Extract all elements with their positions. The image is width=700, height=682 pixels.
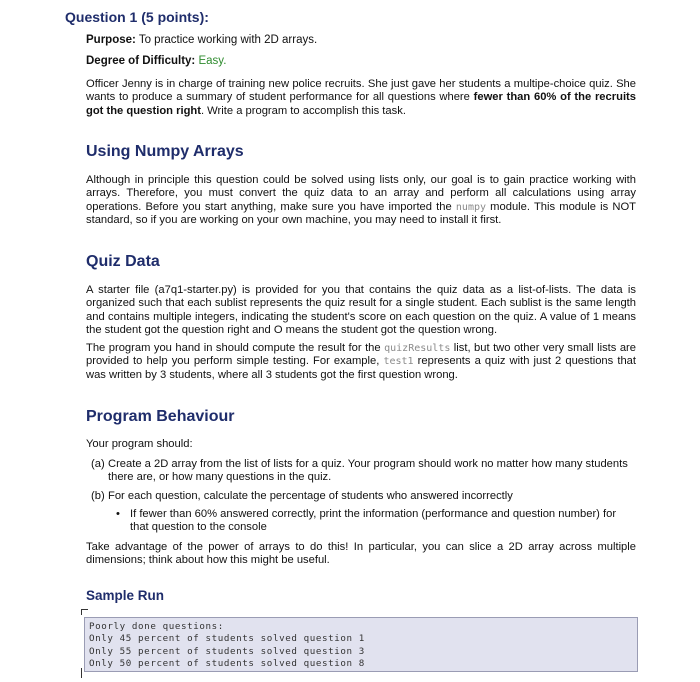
behaviour-intro: Your program should: bbox=[86, 438, 193, 450]
list-item-a-label: (a) bbox=[91, 458, 105, 470]
numpy-paragraph bbox=[86, 174, 636, 227]
purpose-line bbox=[86, 34, 317, 46]
numpy-heading: Using Numpy Arrays bbox=[86, 143, 244, 160]
sample-line: Poorly done questions: bbox=[89, 621, 224, 632]
intro-text-1: Officer Jenny is in charge of training new police recruits. She just gave her students a multipe-choice quiz. She wants to produce a summary of student performance for all questions where bbox=[86, 78, 636, 104]
behaviour-closing: Take advantage of the power of arrays to do this! In particular, you can slice a 2D array across multiple dimensions; think about how this might be useful. bbox=[86, 541, 636, 567]
sample-line: Only 55 percent of students solved question 3 bbox=[89, 645, 365, 657]
sample-run-heading: Sample Run bbox=[86, 588, 165, 603]
frame-corner-bottom bbox=[81, 668, 83, 678]
difficulty-dot: . bbox=[223, 55, 227, 67]
intro-text-2: . Write a program to accomplish this task. bbox=[200, 104, 406, 117]
list-item-b-text: For each question, calculate the percentage of students who answered incorrectly bbox=[108, 490, 513, 502]
quiz-text-a: The program you hand in should compute the result for the bbox=[86, 342, 385, 354]
intro-bold: fewer than 60% of the recruits got the question right bbox=[86, 91, 636, 117]
numpy-text-2: module. This module is NOT standard, so if you are working on your own machine, you may need to install it first. bbox=[86, 200, 636, 226]
numpy-text-1: Although in principle this question could be solved using lists only, our goal is to gain practice working with arrays. Therefore, you must convert the quiz data to an array and perform all calculations using array operations. Before you start anything, make sure you have imported the bbox=[86, 174, 636, 213]
intro-paragraph bbox=[86, 78, 636, 118]
behaviour-heading: Program Behaviour bbox=[86, 408, 235, 425]
quiz-paragraph-1: A starter file (a7q1-starter.py) is provided for you that contains the quiz data as a list-of-lists. The data is organized such that each sublist represents the quiz result for a single student. Each sublist is the same length and contains multiple integers, indicating the student's score on each question on the quiz. A value of 1 means the student got the question right and O means the student got the question wrong. bbox=[86, 284, 636, 336]
difficulty-value: Easy bbox=[198, 55, 224, 67]
numpy-code: numpy bbox=[455, 201, 487, 213]
difficulty-label: Degree of Difficulty: bbox=[86, 55, 196, 67]
quiz-code-1: quizResults bbox=[384, 343, 451, 354]
quiz-data-heading: Quiz Data bbox=[86, 253, 160, 270]
list-item-a bbox=[91, 458, 636, 485]
bullet-icon: • bbox=[116, 508, 120, 520]
purpose-label: Purpose: bbox=[86, 34, 136, 46]
list-item-b bbox=[91, 490, 636, 503]
quiz-text-c: represents a quiz with just 2 questions that was written by 3 students, where all 3 students got the first question wrong. bbox=[86, 355, 637, 381]
quiz-text-b: list, but two other very small lists are provided to help you perform simple testing. For example, bbox=[86, 342, 636, 368]
list-item-a-text: Create a 2D array from the list of lists for a quiz. Your program should work no matter how many students there are, or how many questions in the quiz. bbox=[108, 458, 628, 484]
difficulty-line bbox=[86, 55, 226, 67]
list-subitem bbox=[116, 508, 636, 535]
sample-line: Only 50 percent of students solved question 8 bbox=[89, 657, 365, 669]
sample-line: Only 45 percent of students solved question 1 bbox=[89, 633, 365, 645]
list-subitem-text: If fewer than 60% answered correctly, print the information (performance and question number) for that question to the console bbox=[130, 508, 617, 534]
list-item-b-label: (b) bbox=[91, 490, 105, 502]
sample-output-box bbox=[84, 617, 638, 672]
purpose-text: To practice working with 2D arrays. bbox=[138, 34, 318, 46]
question-title: Question 1 (5 points): bbox=[65, 9, 209, 25]
frame-corner-top bbox=[81, 609, 88, 615]
quiz-paragraph-2 bbox=[86, 342, 636, 382]
quiz-code-2: test1 bbox=[383, 356, 414, 368]
